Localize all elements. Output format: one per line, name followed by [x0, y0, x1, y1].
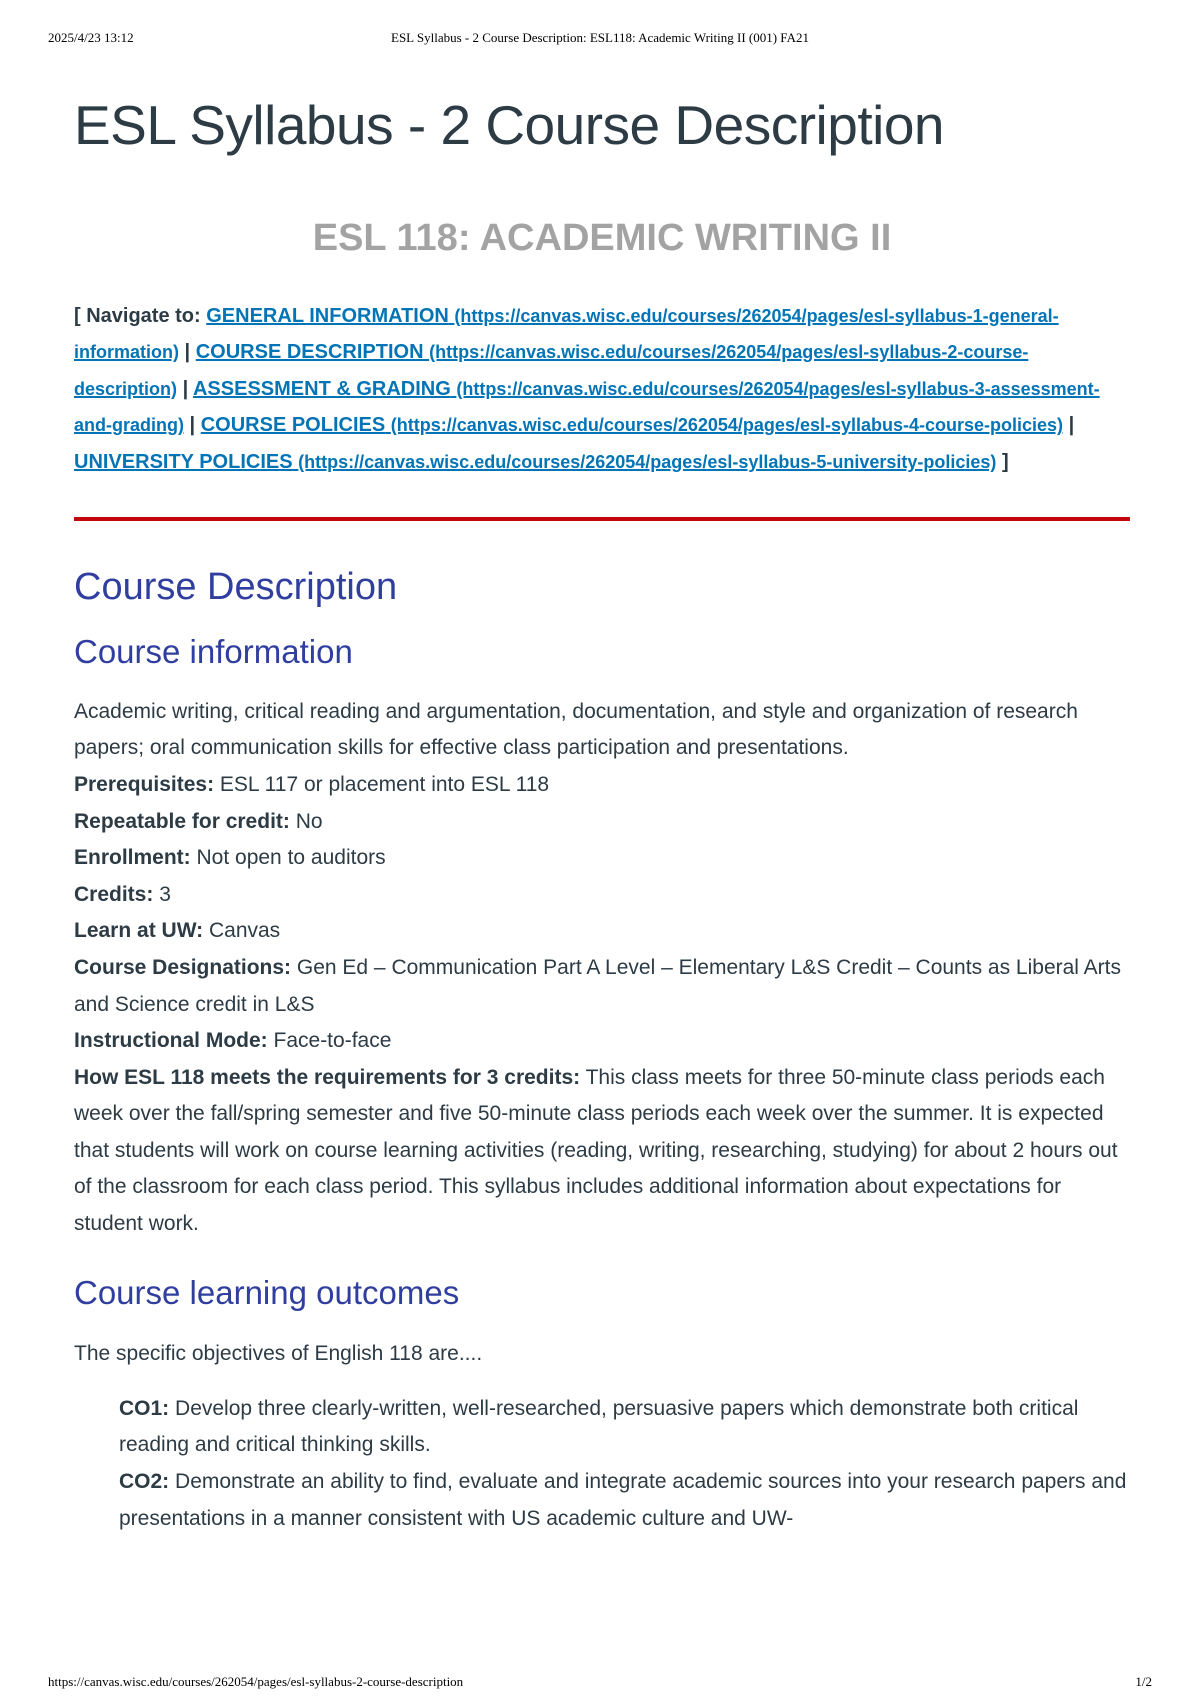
learning-outcomes-heading: Course learning outcomes — [74, 1273, 460, 1311]
field-credit-requirements: How ESL 118 meets the requirements for 3 credits: This class meets for three 50-minute class periods each week over the fall/spring semester and five 50-minute class periods each week over the summer. It is expected that students will work on course learning activities (reading, writing, researching, studying) for about 2 hours out of the classroom for each class period. This syllabus includes additional information about expectations for student work. — [74, 1065, 1118, 1236]
outcome-item: CO1: Develop three clearly-written, well-researched, persuasive papers which demonstrate both critical reading and critical thinking skills. — [119, 1396, 1079, 1457]
nav-separator: | — [177, 377, 193, 400]
nav-separator: | — [179, 341, 196, 364]
outcomes-intro: The specific objectives of English 118 are.... — [74, 1342, 483, 1366]
print-page-title: ESL Syllabus - 2 Course Description: ESL118: Academic Writing II (001) FA21 — [391, 30, 809, 45]
course-info-block — [74, 694, 1130, 1243]
field-instructional-mode: Instructional Mode: Face-to-face — [74, 1029, 392, 1053]
field-course-designations: Course Designations: Gen Ed – Communication Part A Level – Elementary L&S Credit – Counts as Liberal Arts and Science credit in L&S — [74, 955, 1121, 1016]
print-footer — [48, 1674, 1152, 1694]
field-repeatable: Repeatable for credit: No — [74, 809, 323, 833]
nav-separator: | — [1063, 414, 1075, 437]
page-title: ESL Syllabus - 2 Course Description — [74, 94, 945, 156]
outcome-item: CO2: Demonstrate an ability to find, evaluate and integrate academic sources into your research papers and presentations in a manner consistent with US academic culture and UW- — [119, 1470, 1127, 1530]
nav-link-course-description[interactable]: COURSE DESCRIPTION (https://canvas.wisc.edu/courses/262054/pages/esl-syllabus-2-course-description) — [74, 341, 1029, 399]
field-credits: Credits: 3 — [74, 882, 171, 906]
page-number: 1/2 — [1135, 1674, 1152, 1689]
print-datetime: 2025/4/23 13:12 — [48, 30, 134, 45]
course-information-heading: Course information — [74, 633, 353, 671]
nav-open-bracket: [ Navigate to: — [74, 304, 207, 327]
section-heading: Course Description — [74, 565, 398, 608]
field-enrollment: Enrollment: Not open to auditors — [74, 846, 386, 870]
course-title: ESL 118: ACADEMIC WRITING II — [312, 217, 892, 259]
page-content — [74, 92, 1130, 1537]
print-header — [48, 30, 1152, 50]
field-learn-at-uw: Learn at UW: Canvas — [74, 919, 281, 943]
print-url: https://canvas.wisc.edu/courses/262054/pages/esl-syllabus-2-course-description — [48, 1674, 464, 1689]
nav-close-bracket: ] — [996, 450, 1009, 473]
field-prerequisites: Prerequisites: ESL 117 or placement into ESL 118 — [74, 772, 550, 796]
navigation-links — [74, 298, 1130, 481]
section-divider — [74, 517, 1130, 521]
nav-link-university-policies[interactable]: UNIVERSITY POLICIES (https://canvas.wisc.edu/courses/262054/pages/esl-syllabus-5-university-policies) — [74, 450, 997, 473]
nav-link-assessment-grading[interactable]: ASSESSMENT & GRADING (https://canvas.wisc.edu/courses/262054/pages/esl-syllabus-3-assessment-and-grading) — [74, 377, 1100, 436]
outcomes-list — [119, 1391, 1130, 1537]
nav-link-general-information[interactable]: GENERAL INFORMATION (https://canvas.wisc.edu/courses/262054/pages/esl-syllabus-1-general-information) — [74, 304, 1059, 363]
nav-separator: | — [184, 414, 201, 437]
nav-link-course-policies[interactable]: COURSE POLICIES (https://canvas.wisc.edu/courses/262054/pages/esl-syllabus-4-course-policies) — [200, 414, 1064, 437]
course-description-text: Academic writing, critical reading and argumentation, documentation, and style and organization of research papers; oral communication skills for effective class participation and presentations. — [74, 699, 1078, 760]
